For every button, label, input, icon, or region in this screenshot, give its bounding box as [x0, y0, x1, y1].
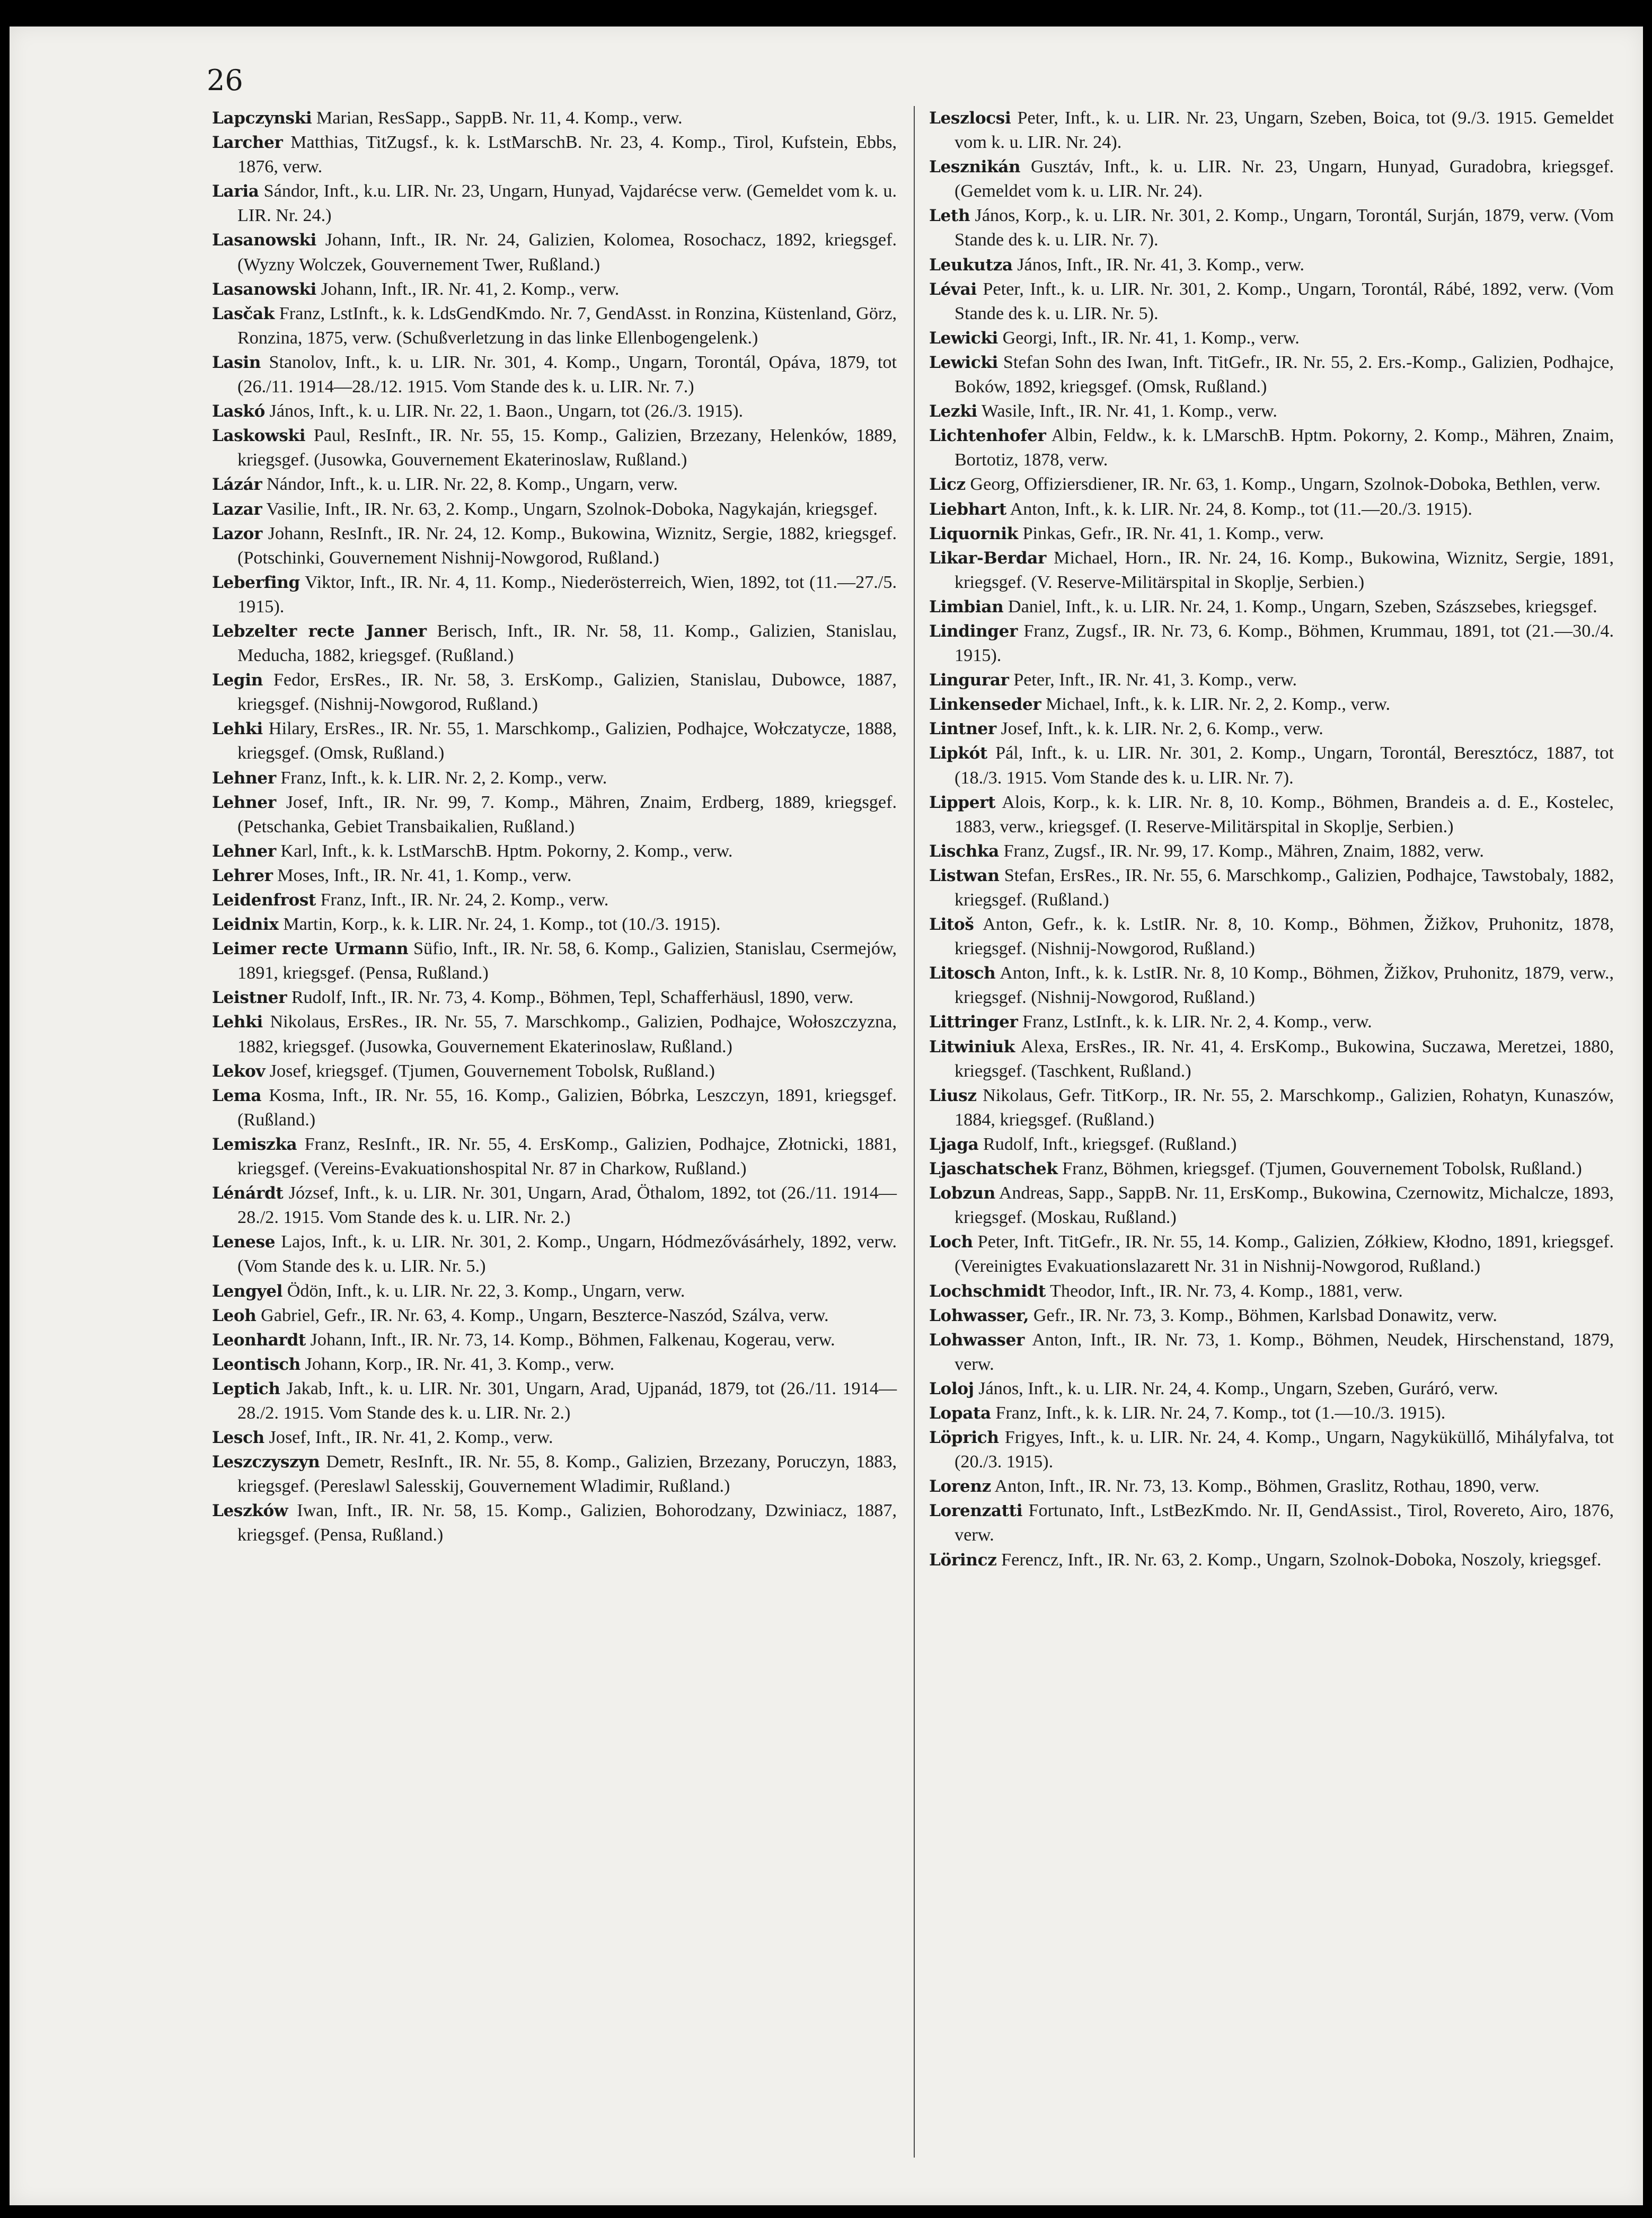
entry-surname: Leoh: [212, 1306, 257, 1325]
entry-surname: Lázár: [212, 475, 262, 495]
entry-surname: Lehrer: [212, 866, 273, 885]
entry-details: Wasile, Inft., IR. Nr. 41, 1. Komp., verw.: [981, 401, 1277, 421]
entry-details: Theodor, Inft., IR. Nr. 73, 4. Komp., 1881, verw.: [1049, 1281, 1403, 1301]
list-item: [929, 277, 1614, 326]
list-item: [929, 1548, 1614, 1572]
entry-details: Franz, LstInft., k. k. LdsGendKmdo. Nr. 7, GendAsst. in Ronzina, Küstenland, Görz, Ronzina, 1875, verw. (Schußverletzung in das linke Ellenbogengelenk.): [237, 303, 897, 348]
entry-details: Anton, Inft., k. k. LstIR. Nr. 8, 10 Komp., Böhmen, Žižkov, Pruhonitz, 1879, verw., kriegsgef. (Nishnij-Nowgorod, Rußland.): [955, 963, 1614, 1008]
entry-details: Peter, Inft., IR. Nr. 41, 3. Komp., verw.: [1013, 670, 1297, 690]
entry-surname: Lohwasser: [929, 1330, 1025, 1350]
list-item: [212, 522, 897, 570]
entry-details: János, Korp., k. u. LIR. Nr. 301, 2. Komp., Ungarn, Torontál, Surján, 1879, verw. (Vom Stande des k. u. LIR. Nr. 7).: [955, 206, 1614, 250]
entry-details: Johann, Inft., IR. Nr. 41, 2. Komp., verw.: [321, 279, 620, 299]
entry-details: Josef, Inft., IR. Nr. 41, 2. Komp., verw.: [269, 1428, 553, 1448]
list-item: [212, 668, 897, 717]
left-column: [212, 106, 897, 1548]
list-item: [212, 1425, 897, 1450]
entry-surname: Leontisch: [212, 1354, 301, 1374]
list-item: [929, 790, 1614, 839]
list-item: [929, 864, 1614, 912]
entry-details: Franz, Zugsf., IR. Nr. 73, 6. Komp., Böhmen, Krummau, 1891, tot (21.—30./4. 1915).: [955, 621, 1614, 666]
entry-surname: Lipkót: [929, 744, 987, 763]
list-item: [929, 1279, 1614, 1304]
entry-surname: Lippert: [929, 793, 996, 812]
entry-surname: Laskowski: [212, 426, 306, 446]
list-item: [212, 937, 897, 985]
entry-surname: Leonhardt: [212, 1330, 306, 1350]
entry-details: Alexa, ErsRes., IR. Nr. 41, 4. ErsKomp., Bukowina, Suczawa, Meretzei, 1880, kriegsgef. (Taschkent, Rußland.): [955, 1036, 1614, 1081]
entry-details: Josef, kriegsgef. (Tjumen, Gouvernement Tobolsk, Rußland.): [269, 1061, 715, 1081]
entry-surname: Lebzelter recte Janner: [212, 621, 427, 641]
list-item: [212, 1328, 897, 1352]
entry-surname: Liquornik: [929, 524, 1018, 543]
entry-surname: Leptich: [212, 1379, 280, 1398]
entry-surname: Lesznikán: [929, 157, 1021, 177]
list-item: [212, 912, 897, 937]
list-item: [929, 253, 1614, 277]
list-item: [929, 619, 1614, 668]
list-item: [212, 1132, 897, 1181]
list-item: [929, 595, 1614, 619]
entry-surname: Lintner: [929, 719, 996, 739]
list-item: [929, 1230, 1614, 1279]
entry-surname: Leszlocsi: [929, 109, 1011, 128]
list-item: [212, 717, 897, 765]
entry-surname: Lewicki: [929, 328, 999, 348]
entry-details: Martin, Korp., k. k. LIR. Nr. 24, 1. Komp., tot (10./3. 1915).: [283, 914, 721, 935]
entry-surname: Lehki: [212, 719, 263, 739]
entry-surname: Litosch: [929, 964, 996, 983]
entry-details: Demetr, ResInft., IR. Nr. 55, 8. Komp., Galizien, Brzezany, Poruczyn, 1883, kriegsgef. (Pereslawl Salesskij, Gouvernement Wladimir, Rußland.): [237, 1452, 897, 1497]
list-item: [212, 130, 897, 179]
list-item: [212, 228, 897, 277]
entry-surname: Lobzun: [929, 1184, 996, 1203]
entry-details: Georg, Offiziersdiener, IR. Nr. 63, 1. Komp., Ungarn, Szolnok-Doboka, Bethlen, verw.: [970, 474, 1601, 495]
entry-details: Iwan, Inft., IR. Nr. 58, 15. Komp., Galizien, Bohorodzany, Dzwiniacz, 1887, kriegsgef. (Pensa, Rußland.): [237, 1501, 897, 1545]
list-item: [929, 424, 1614, 472]
entry-details: Rudolf, Inft., kriegsgef. (Rußland.): [983, 1134, 1237, 1154]
entry-details: Stefan, ErsRes., IR. Nr. 55, 6. Marschkomp., Galizien, Podhajce, Tawstobaly, 1882, kriegsgef. (Rußland.): [955, 865, 1614, 910]
entry-surname: Ljaschatschek: [929, 1159, 1058, 1179]
entry-details: Franz, Zugsf., IR. Nr. 99, 17. Komp., Mähren, Znaim, 1882, verw.: [1003, 841, 1484, 861]
entry-details: Alois, Korp., k. k. LIR. Nr. 8, 10. Komp., Böhmen, Brandeis a. d. E., Kostelec, 1883, verw., kriegsgef. (I. Reserve-Militärspital in Skoplje, Serbien.): [955, 792, 1614, 837]
entry-surname: Leth: [929, 206, 970, 226]
entry-surname: Ljaga: [929, 1134, 979, 1154]
entry-surname: Limbian: [929, 597, 1004, 617]
list-item: [212, 472, 897, 497]
list-item: [929, 668, 1614, 692]
entry-surname: Lehner: [212, 793, 276, 812]
entry-details: Peter, Inft. TitGefr., IR. Nr. 55, 14. Komp., Galizien, Zółkiew, Kłodno, 1891, kriegsgef. (Vereinigtes Evakuationslazarett Nr. 31 in Nishnij-Nowgorod, Rußland.): [955, 1232, 1614, 1277]
entry-details: Berisch, Inft., IR. Nr. 58, 11. Komp., Galizien, Stanislau, Meducha, 1882, kriegsgef. (Rußland.): [237, 621, 897, 666]
entry-surname: Lasin: [212, 353, 261, 372]
entry-details: Anton, Inft., IR. Nr. 73, 1. Komp., Böhmen, Neudek, Hirschenstand, 1879, verw.: [955, 1330, 1614, 1374]
entry-details: Albin, Feldw., k. k. LMarschB. Hptm. Pokorny, 2. Komp., Mähren, Znaim, Bortotiz, 1878, verw.: [955, 426, 1614, 470]
entry-surname: Lehner: [212, 768, 276, 788]
list-item: [929, 961, 1614, 1010]
entry-details: Kosma, Inft., IR. Nr. 55, 16. Komp., Galizien, Bóbrka, Leszczyn, 1891, kriegsgef. (Rußland.): [237, 1085, 897, 1130]
entry-surname: Lingurar: [929, 671, 1009, 690]
entry-surname: Legin: [212, 671, 263, 690]
entry-surname: Lema: [212, 1086, 262, 1105]
entry-surname: Lorenz: [929, 1477, 991, 1497]
entry-details: Nikolaus, Gefr. TitKorp., IR. Nr. 55, 2. Marschkomp., Galizien, Rohatyn, Kunaszów, 1884, kriegsgef. (Rußland.): [955, 1085, 1614, 1130]
list-item: [929, 839, 1614, 864]
entry-details: Hilary, ErsRes., IR. Nr. 55, 1. Marschkomp., Galizien, Podhajce, Wołczatycze, 1888, kriegsgef. (Omsk, Rußland.): [237, 719, 897, 763]
list-item: [929, 204, 1614, 252]
entry-details: Andreas, Sapp., SappB. Nr. 11, ErsKomp., Bukowina, Czernowitz, Michalcze, 1893, kriegsgef. (Moskau, Rußland.): [955, 1183, 1614, 1228]
entry-details: Paul, ResInft., IR. Nr. 55, 15. Komp., Galizien, Brzezany, Helenków, 1889, kriegsgef. (Jusowka, Gouvernement Ekaterinoslaw, Rußland.): [237, 426, 897, 470]
entry-surname: Leidenfrost: [212, 891, 316, 910]
list-item: [212, 619, 897, 668]
list-item: [929, 1377, 1614, 1401]
entry-surname: Liusz: [929, 1086, 977, 1105]
list-item: [929, 1157, 1614, 1181]
entry-details: Josef, Inft., IR. Nr. 99, 7. Komp., Mähren, Znaim, Erdberg, 1889, kriegsgef. (Petschanka, Gebiet Transbaikalien, Rußland.): [237, 792, 897, 837]
entry-surname: Laskó: [212, 402, 265, 421]
entry-details: Peter, Inft., k. u. LIR. Nr. 301, 2. Komp., Ungarn, Torontál, Rábé, 1892, verw. (Vom Stande des k. u. LIR. Nr. 5).: [955, 279, 1614, 323]
entry-surname: Lischka: [929, 841, 999, 861]
entry-surname: Lopata: [929, 1403, 991, 1423]
list-item: [212, 1084, 897, 1132]
entry-surname: Lochschmidt: [929, 1281, 1046, 1301]
list-item: [212, 766, 897, 790]
entry-details: Johann, Inft., IR. Nr. 24, Galizien, Kolomea, Rosochacz, 1892, kriegsgef. (Wyzny Wolczek, Gouvernement Twer, Rußland.): [237, 230, 897, 275]
list-item: [929, 472, 1614, 497]
list-item: [212, 1279, 897, 1304]
entry-surname: Lezki: [929, 402, 977, 421]
list-item: [929, 1132, 1614, 1157]
entry-surname: Löprich: [929, 1428, 999, 1448]
list-item: [929, 692, 1614, 717]
page-number: 26: [207, 64, 243, 97]
entry-details: Michael, Inft., k. k. LIR. Nr. 2, 2. Komp., verw.: [1046, 694, 1391, 715]
entry-surname: Litoš: [929, 915, 974, 935]
entry-surname: Lohwasser,: [929, 1306, 1029, 1325]
entry-surname: Liebhart: [929, 499, 1006, 519]
entry-details: Georgi, Inft., IR. Nr. 41, 1. Komp., verw.: [1002, 328, 1300, 348]
entry-details: Nándor, Inft., k. u. LIR. Nr. 22, 8. Komp., Ungarn, verw.: [266, 474, 678, 495]
list-item: [212, 1010, 897, 1059]
list-item: [212, 399, 897, 424]
list-item: [212, 1059, 897, 1084]
list-item: [212, 888, 897, 912]
list-item: [212, 1304, 897, 1328]
entry-surname: Lazar: [212, 499, 262, 519]
list-item: [212, 790, 897, 839]
entry-surname: Lasčak: [212, 304, 275, 323]
entry-surname: Lasanowski: [212, 279, 317, 299]
entry-details: Johann, Korp., IR. Nr. 41, 3. Komp., verw.: [305, 1354, 615, 1374]
list-item: [929, 1401, 1614, 1425]
entry-details: Franz, Böhmen, kriegsgef. (Tjumen, Gouvernement Tobolsk, Rußland.): [1062, 1159, 1582, 1179]
entry-details: Karl, Inft., k. k. LstMarschB. Hptm. Pokorny, 2. Komp., verw.: [280, 841, 733, 861]
entry-details: Franz, LstInft., k. k. LIR. Nr. 2, 4. Komp., verw.: [1022, 1012, 1372, 1032]
list-item: [929, 1304, 1614, 1328]
entry-details: Johann, Inft., IR. Nr. 73, 14. Komp., Böhmen, Falkenau, Kogerau, verw.: [310, 1330, 835, 1350]
entry-surname: Leszczyszyn: [212, 1453, 320, 1472]
list-item: [212, 864, 897, 888]
entry-surname: Lewicki: [929, 353, 999, 372]
list-item: [212, 1377, 897, 1425]
entry-details: Peter, Inft., k. u. LIR. Nr. 23, Ungarn, Szeben, Boica, tot (9./3. 1915. Gemeldet vom k. u. LIR. Nr. 24).: [955, 108, 1614, 153]
entry-surname: Linkenseder: [929, 695, 1041, 715]
entry-details: Sándor, Inft., k.u. LIR. Nr. 23, Ungarn, Hunyad, Vajdarécse verw. (Gemeldet vom k. u. LIR. Nr. 24.): [237, 181, 897, 226]
list-item: [929, 1181, 1614, 1230]
entry-surname: Littringer: [929, 1013, 1018, 1032]
entry-details: Ödön, Inft., k. u. LIR. Nr. 22, 3. Komp., Ungarn, verw.: [287, 1281, 685, 1301]
list-item: [929, 1328, 1614, 1377]
entry-details: Anton, Inft., IR. Nr. 73, 13. Komp., Böhmen, Graslitz, Rothau, 1890, verw.: [994, 1476, 1540, 1497]
list-item: [929, 106, 1614, 155]
entry-surname: Larcher: [212, 133, 283, 153]
entry-details: Daniel, Inft., k. u. LIR. Nr. 24, 1. Komp., Ungarn, Szeben, Szászsebes, kriegsgef.: [1008, 596, 1597, 617]
entry-details: Matthias, TitZugsf., k. k. LstMarschB. Nr. 23, 4. Komp., Tirol, Kufstein, Ebbs, 1876, verw.: [237, 133, 897, 177]
entry-details: Ferencz, Inft., IR. Nr. 63, 2. Komp., Ungarn, Szolnok-Doboka, Noszoly, kriegsgef.: [1001, 1550, 1602, 1570]
entry-details: Moses, Inft., IR. Nr. 41, 1. Komp., verw.: [277, 865, 572, 885]
entry-details: Gusztáv, Inft., k. u. LIR. Nr. 23, Ungarn, Hunyad, Guradobra, kriegsgef. (Gemeldet vom k. u. LIR. Nr. 24).: [955, 157, 1614, 201]
list-item: [929, 717, 1614, 741]
entry-details: Süfio, Inft., IR. Nr. 58, 6. Komp., Galizien, Stanislau, Csermejów, 1891, kriegsgef. (Pensa, Rußland.): [237, 939, 897, 983]
entry-details: Vasilie, Inft., IR. Nr. 63, 2. Komp., Ungarn, Szolnok-Doboka, Nagykaján, kriegsgef.: [266, 499, 878, 519]
entry-details: Marian, ResSapp., SappB. Nr. 11, 4. Komp., verw.: [316, 108, 683, 128]
entry-surname: Likar-Berdar: [929, 548, 1047, 568]
entry-details: Michael, Horn., IR. Nr. 24, 16. Komp., Bukowina, Wiznitz, Sergie, 1891, kriegsgef. (V. Reserve-Militärspital in Skoplje, Serbien.): [955, 548, 1614, 592]
entry-surname: Leberfing: [212, 573, 300, 592]
right-column: [929, 106, 1614, 1572]
entry-surname: Lénárdt: [212, 1184, 284, 1203]
entry-details: Gefr., IR. Nr. 73, 3. Komp., Böhmen, Karlsbad Donawitz, verw.: [1033, 1305, 1497, 1325]
entry-details: Frigyes, Inft., k. u. LIR. Nr. 24, 4. Komp., Ungarn, Nagyküküllő, Mihályfalva, tot (20./3. 1915).: [955, 1428, 1614, 1472]
list-item: [929, 1499, 1614, 1547]
list-item: [212, 1230, 897, 1279]
entry-details: Viktor, Inft., IR. Nr. 4, 11. Komp., Niederösterreich, Wien, 1892, tot (11.—27./5. 1915).: [237, 572, 897, 617]
entry-surname: Lehki: [212, 1013, 263, 1032]
list-item: [212, 179, 897, 228]
entry-details: Jakab, Inft., k. u. LIR. Nr. 301, Ungarn, Arad, Ujpanád, 1879, tot (26./11. 1914—28./2. 1915. Vom Stande des k. u. LIR. Nr. 2.): [237, 1378, 897, 1423]
entry-surname: Listwan: [929, 866, 1000, 885]
list-item: [929, 741, 1614, 790]
entry-details: Franz, Inft., IR. Nr. 24, 2. Komp., verw.: [320, 890, 609, 910]
entry-details: János, Inft., k. u. LIR. Nr. 22, 1. Baon., Ungarn, tot (26./3. 1915).: [269, 401, 744, 421]
entry-details: Anton, Inft., k. k. LIR. Nr. 24, 8. Komp., tot (11.—20./3. 1915).: [1010, 499, 1472, 519]
entry-details: Pinkas, Gefr., IR. Nr. 41, 1. Komp., verw.: [1022, 523, 1324, 543]
entry-details: Johann, ResInft., IR. Nr. 24, 12. Komp., Bukowina, Wiznitz, Sergie, 1882, kriegsgef. (Potschinki, Gouvernement Nishnij-Nowgorod, Rußland.): [237, 523, 897, 568]
list-item: [212, 1450, 897, 1499]
list-item: [929, 155, 1614, 204]
entry-details: József, Inft., k. u. LIR. Nr. 301, Ungarn, Arad, Öthalom, 1892, tot (26./11. 1914—28./2. 1915. Vom Stande des k. u. LIR. Nr. 2.): [237, 1183, 897, 1228]
entry-surname: Leidnix: [212, 915, 279, 935]
entry-surname: Leukutza: [929, 255, 1013, 275]
entry-details: Stefan Sohn des Iwan, Inft. TitGefr., IR. Nr. 55, 2. Ers.-Komp., Galizien, Podhajce, Boków, 1892, kriegsgef. (Omsk, Rußland.): [955, 352, 1614, 397]
list-item: [212, 424, 897, 472]
list-item: [929, 350, 1614, 399]
list-item: [212, 277, 897, 302]
list-item: [929, 399, 1614, 424]
list-item: [929, 1425, 1614, 1474]
entry-surname: Loloj: [929, 1379, 974, 1398]
entry-details: Franz, ResInft., IR. Nr. 55, 4. ErsKomp., Galizien, Podhajce, Złotnicki, 1881, kriegsgef. (Vereins-Evakuationshospital Nr. 87 in Charkow, Rußland.): [237, 1134, 897, 1179]
entry-details: János, Inft., k. u. LIR. Nr. 24, 4. Komp., Ungarn, Szeben, Guráró, verw.: [978, 1378, 1498, 1398]
entry-details: Lajos, Inft., k. u. LIR. Nr. 301, 2. Komp., Ungarn, Hódmezővásárhely, 1892, verw. (Vom Stande des k. u. LIR. Nr. 5.): [237, 1232, 897, 1277]
entry-surname: Leimer recte Urmann: [212, 939, 409, 959]
list-item: [212, 985, 897, 1010]
entry-surname: Lichtenhofer: [929, 426, 1046, 446]
column-divider: [914, 106, 915, 2158]
list-item: [212, 839, 897, 864]
entry-surname: Lazor: [212, 524, 262, 543]
list-item: [212, 497, 897, 522]
list-item: [929, 546, 1614, 595]
entry-details: János, Inft., IR. Nr. 41, 3. Komp., verw.: [1017, 254, 1305, 275]
entry-surname: Lévai: [929, 279, 977, 299]
list-item: [929, 1010, 1614, 1034]
list-item: [929, 912, 1614, 961]
list-item: [929, 522, 1614, 546]
entry-details: Franz, Inft., k. k. LIR. Nr. 2, 2. Komp., verw.: [280, 768, 607, 788]
list-item: [929, 1035, 1614, 1084]
entry-surname: Laria: [212, 182, 259, 201]
entry-details: Gabriel, Gefr., IR. Nr. 63, 4. Komp., Ungarn, Beszterce-Naszód, Szálva, verw.: [261, 1305, 829, 1325]
entry-details: Pál, Inft., k. u. LIR. Nr. 301, 2. Komp., Ungarn, Torontál, Beresztócz, 1887, tot (18./3. 1915. Vom Stande des k. u. LIR. Nr. 7).: [955, 743, 1614, 788]
list-item: [212, 302, 897, 350]
entry-surname: Lapczynski: [212, 109, 312, 128]
entry-surname: Lenese: [212, 1233, 276, 1252]
entry-surname: Lemiszka: [212, 1134, 297, 1154]
entry-surname: Leszków: [212, 1501, 288, 1521]
entry-surname: Lasanowski: [212, 231, 317, 250]
entry-surname: Lekov: [212, 1061, 266, 1081]
entry-surname: Lindinger: [929, 621, 1018, 641]
entry-details: Franz, Inft., k. k. LIR. Nr. 24, 7. Komp., tot (1.—10./3. 1915).: [995, 1403, 1446, 1423]
entry-surname: Leistner: [212, 988, 287, 1008]
entry-surname: Licz: [929, 475, 966, 495]
entry-details: Josef, Inft., k. k. LIR. Nr. 2, 6. Komp., verw.: [1001, 719, 1323, 739]
list-item: [929, 326, 1614, 350]
list-item: [929, 1084, 1614, 1132]
entry-surname: Lörincz: [929, 1550, 997, 1570]
list-item: [212, 1499, 897, 1547]
entry-surname: Lesch: [212, 1428, 264, 1448]
entry-surname: Loch: [929, 1233, 973, 1252]
entry-surname: Lengyel: [212, 1281, 283, 1301]
entry-details: Nikolaus, ErsRes., IR. Nr. 55, 7. Marschkomp., Galizien, Podhajce, Wołoszczyzna, 1882, kriegsgef. (Jusowka, Gouvernement Ekaterinoslaw, Rußland.): [237, 1012, 897, 1057]
entry-surname: Lehner: [212, 841, 276, 861]
entry-surname: Lorenzatti: [929, 1501, 1023, 1521]
list-item: [212, 1352, 897, 1377]
entry-details: Fedor, ErsRes., IR. Nr. 58, 3. ErsKomp., Galizien, Stanislau, Dubowce, 1887, kriegsgef. (Nishnij-Nowgorod, Rußland.): [237, 670, 897, 715]
entry-surname: Litwiniuk: [929, 1037, 1015, 1057]
entry-details: Rudolf, Inft., IR. Nr. 73, 4. Komp., Böhmen, Tepl, Schafferhäusl, 1890, verw.: [291, 988, 854, 1008]
list-item: [212, 350, 897, 399]
entry-details: Anton, Gefr., k. k. LstIR. Nr. 8, 10. Komp., Böhmen, Žižkov, Pruhonitz, 1878, kriegsgef. (Nishnij-Nowgorod, Rußland.): [955, 914, 1614, 959]
list-item: [212, 570, 897, 619]
entry-details: Fortunato, Inft., LstBezKmdo. Nr. II, GendAssist., Tirol, Rovereto, Airo, 1876, verw.: [955, 1501, 1614, 1545]
list-item: [212, 106, 897, 130]
list-item: [929, 497, 1614, 522]
list-item: [212, 1181, 897, 1230]
entry-details: Stanolov, Inft., k. u. LIR. Nr. 301, 4. Komp., Ungarn, Torontál, Opáva, 1879, tot (26./11. 1914—28./12. 1915. Vom Stande des k. u. LIR. Nr. 7.): [237, 352, 897, 397]
list-item: [929, 1474, 1614, 1499]
